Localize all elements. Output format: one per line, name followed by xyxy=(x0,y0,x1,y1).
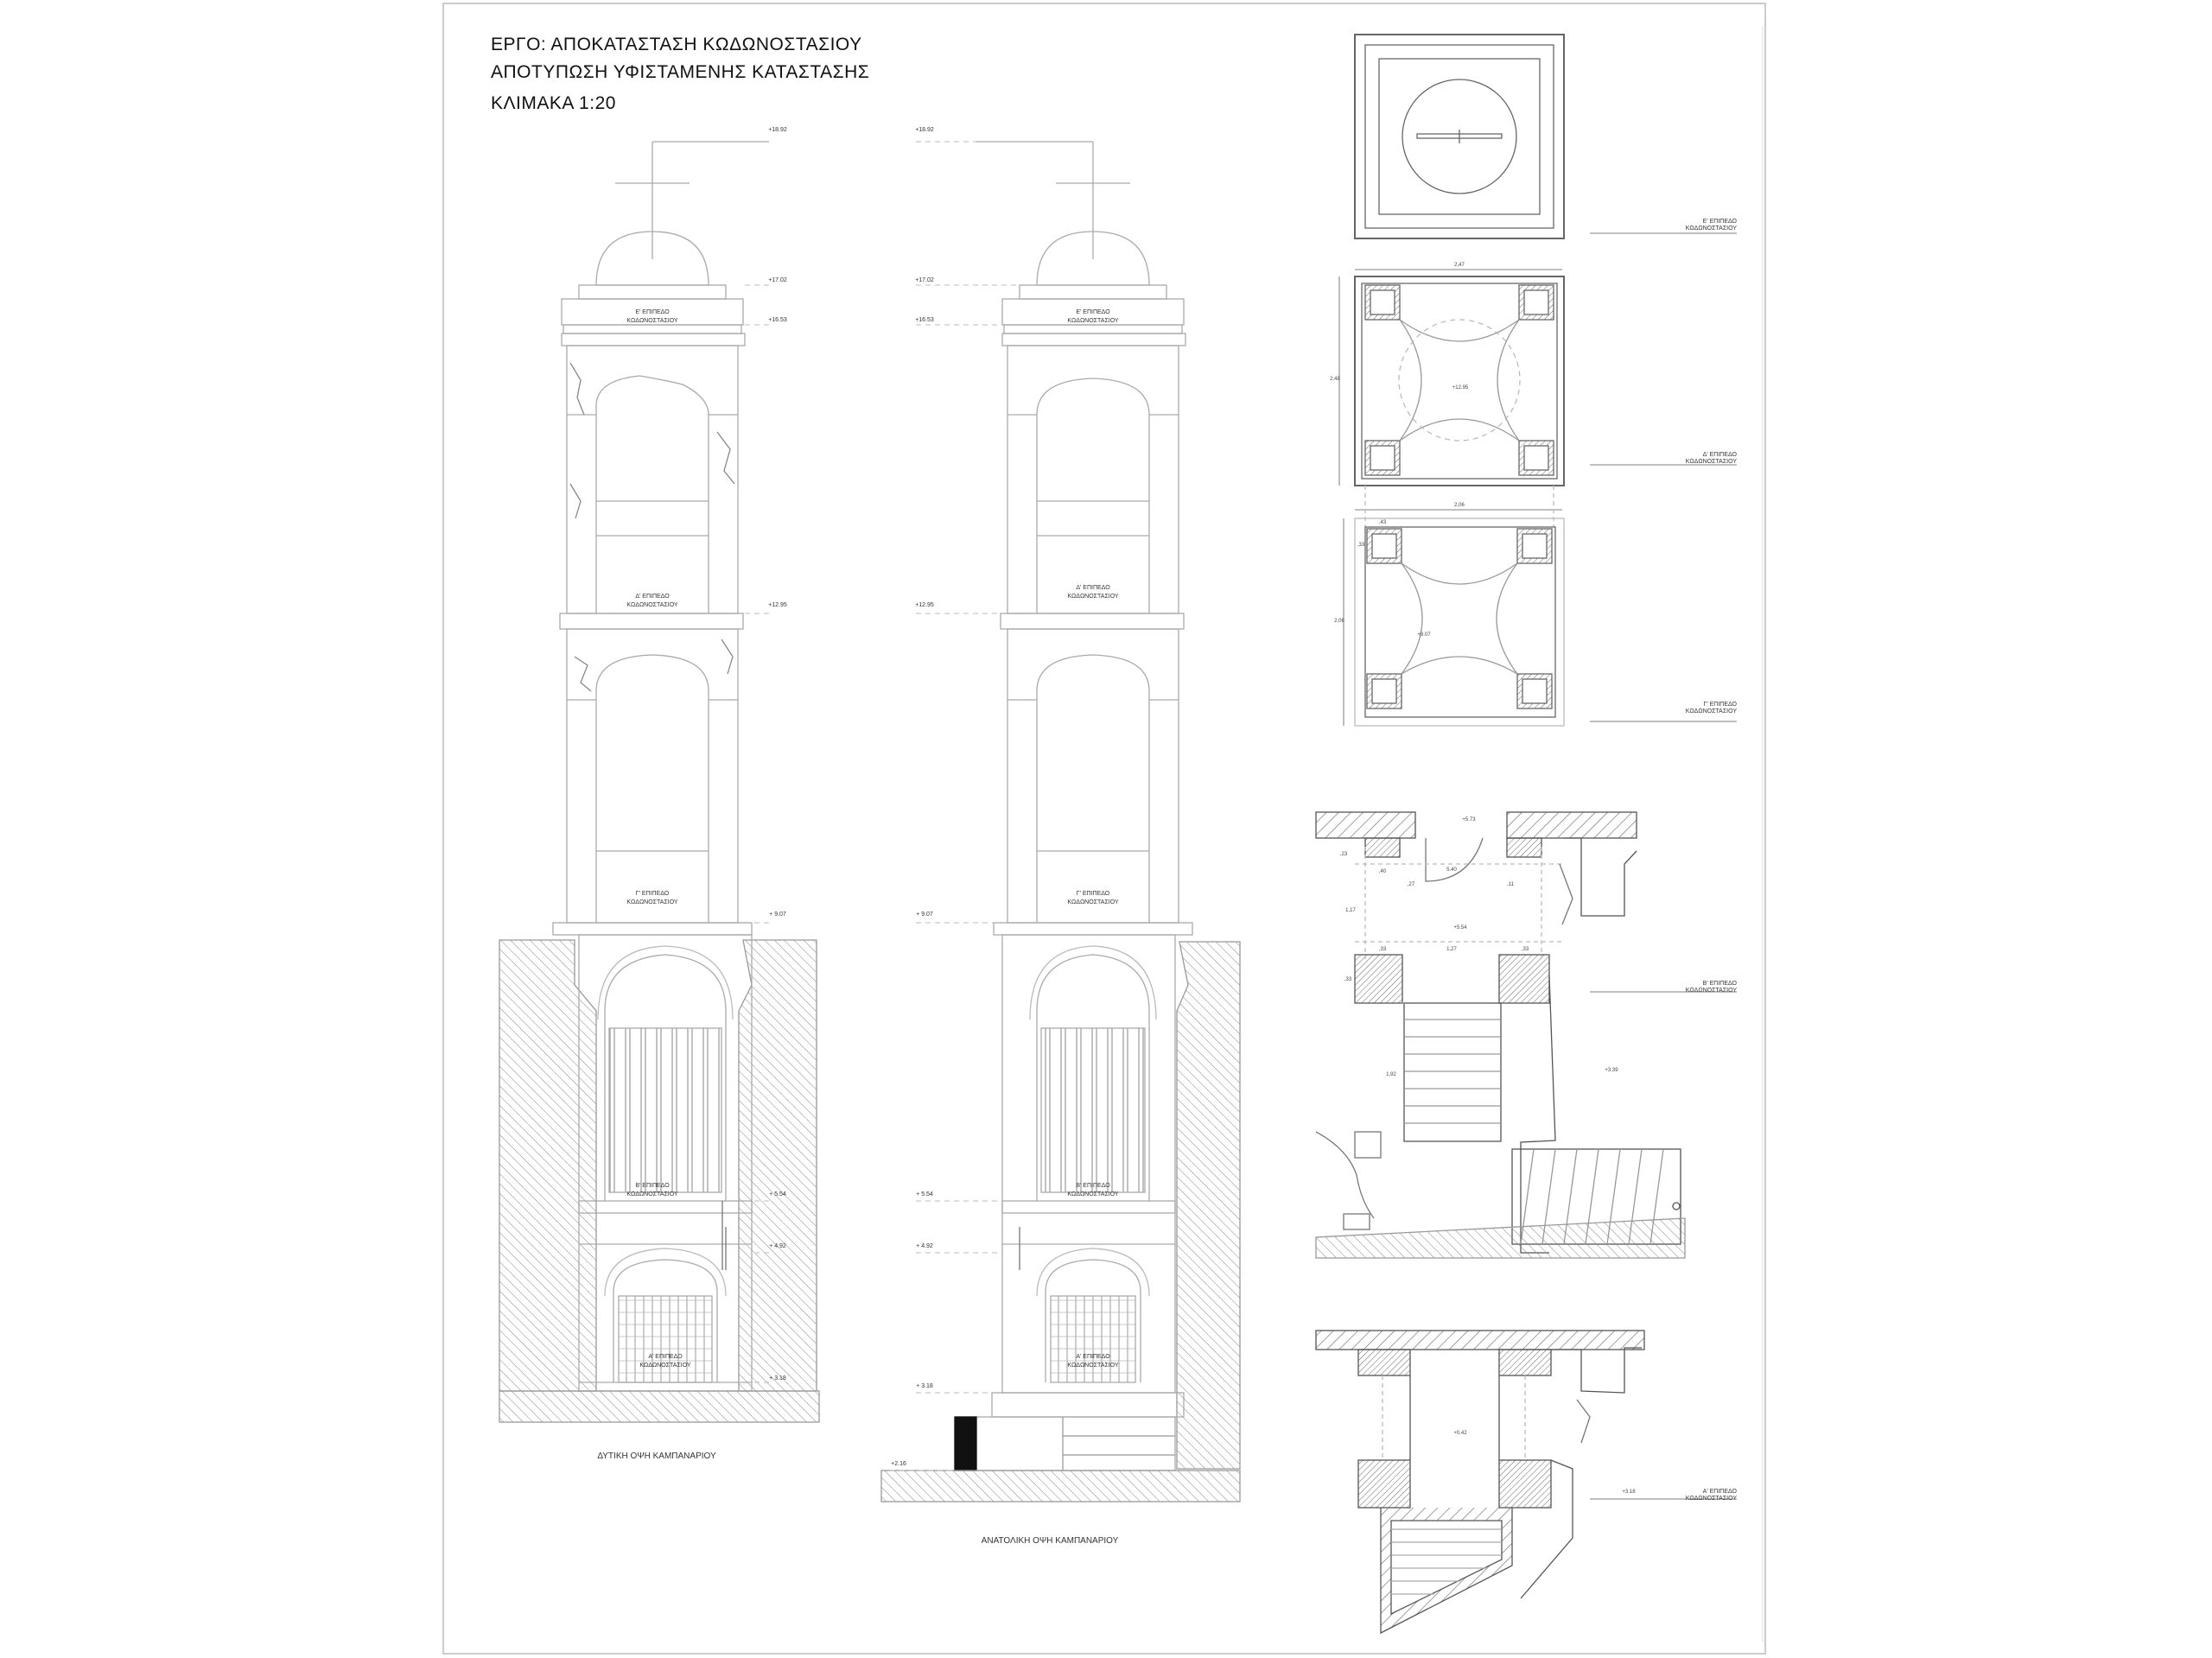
west-el-5: + 5.54 xyxy=(769,1191,786,1197)
west-el-2: +16.53 xyxy=(768,317,787,323)
west-level-g: Γ' ΕΠΙΠΕΔΟ xyxy=(635,891,670,897)
b-spot-0: +5.54 xyxy=(1453,925,1467,931)
plan-a-sub: ΚΩΔΩΝΟΣΤΑΣΙΟΥ xyxy=(1685,1496,1737,1502)
east-level-d: Δ' ΕΠΙΠΕΔΟ xyxy=(1076,585,1110,591)
plan-b-level xyxy=(1316,812,1737,1258)
east-ground-base xyxy=(881,1471,1240,1502)
west-level-a: Α' ΕΠΙΠΕΔΟ xyxy=(648,1354,683,1360)
scale-label: ΚΛΙΜΑΚΑ 1:20 xyxy=(491,93,616,113)
b-dim-4: ,11 xyxy=(1507,882,1514,887)
d-spot: +12.95 xyxy=(1452,385,1469,391)
step xyxy=(1063,1455,1175,1471)
east-level-b: Β' ΕΠΙΠΕΔΟ xyxy=(1076,1183,1110,1189)
b-dim-11: 1,92 xyxy=(1386,1072,1396,1077)
drawing-subject: ΑΠΟΤΥΠΩΣΗ ΥΦΙΣΤΑΜΕΝΗΣ ΚΑΤΑΣΤΑΣΗΣ xyxy=(491,62,870,82)
bell-grille xyxy=(609,1028,721,1192)
crack xyxy=(570,363,584,415)
west-el-7: + 3.18 xyxy=(769,1375,786,1382)
middle-storey xyxy=(567,629,738,923)
east-level-b-sub: ΚΩΔΩΝΟΣΤΑΣΙΟΥ xyxy=(1067,1191,1119,1197)
east-el-1: +17.02 xyxy=(915,277,934,283)
g-dim-h: 2,06 xyxy=(1334,619,1344,624)
plan-e-label: Ε' ΕΠΙΠΕΔΟ xyxy=(1702,219,1737,225)
east-level-e: Ε' ΕΠΙΠΕΔΟ xyxy=(1076,309,1110,315)
west-level-b-sub: ΚΩΔΩΝΟΣΤΑΣΙΟΥ xyxy=(626,1191,678,1197)
east-el-5: + 5.54 xyxy=(916,1191,933,1197)
east-elevation xyxy=(881,142,1240,1502)
plan-g-level xyxy=(1344,486,1737,726)
west-level-g-sub: ΚΩΔΩΝΟΣΤΑΣΙΟΥ xyxy=(626,899,678,905)
a-spot-1: +3.18 xyxy=(1622,1490,1636,1495)
plan-d-sub: ΚΩΔΩΝΟΣΤΑΣΙΟΥ xyxy=(1685,459,1737,465)
plan-b-label: Β' ΕΠΙΠΕΔΟ xyxy=(1702,981,1737,987)
g-spot: +9.07 xyxy=(1417,632,1431,638)
middle-arch xyxy=(596,655,709,923)
middle-cornice xyxy=(560,613,743,629)
west-el-0: +18.92 xyxy=(768,127,787,133)
east-caption: ΑΝΑΤΟΛΙΚΗ ΟΨΗ ΚΑΜΠΑΝΑΡΙΟΥ xyxy=(981,1536,1119,1546)
g-dim-col-v: ,33 xyxy=(1357,543,1365,548)
b-dim-1: ,23 xyxy=(1339,852,1348,857)
west-el-6: + 4.92 xyxy=(769,1243,786,1249)
black-block xyxy=(955,1417,976,1471)
a-spot-0: +0.42 xyxy=(1453,1431,1467,1436)
east-el-7: + 3.18 xyxy=(916,1383,933,1389)
west-ground-base xyxy=(499,1391,819,1422)
upper-storey xyxy=(567,346,738,613)
b-dim-7: ,33 xyxy=(1378,947,1387,952)
east-level-a: Α' ΕΠΙΠΕΔΟ xyxy=(1076,1354,1110,1360)
upper-storey xyxy=(1007,346,1179,613)
step xyxy=(1063,1417,1175,1436)
plan-labels xyxy=(1686,219,1738,1502)
east-level-g-sub: ΚΩΔΩΝΟΣΤΑΣΙΟΥ xyxy=(1067,899,1119,905)
steps-platform xyxy=(992,1393,1184,1417)
lower-grille xyxy=(619,1296,712,1382)
bell-grille xyxy=(1041,1028,1145,1192)
west-caption: ΔΥΤΙΚΗ ΟΨΗ ΚΑΜΠΑΝΑΡΙΟΥ xyxy=(597,1452,716,1461)
west-ground-left xyxy=(499,940,596,1391)
b-dim-0: +5.73 xyxy=(1462,817,1476,823)
west-level-a-sub: ΚΩΔΩΝΟΣΤΑΣΙΟΥ xyxy=(639,1363,691,1369)
east-el-3: +12.95 xyxy=(915,602,934,608)
d-dim-w: 2,47 xyxy=(1454,263,1465,268)
g-dim-col: ,43 xyxy=(1378,520,1387,525)
g-dim-w: 2,06 xyxy=(1454,503,1465,508)
east-level-g: Γ' ΕΠΙΠΕΔΟ xyxy=(1076,891,1110,897)
east-el-8: +2.16 xyxy=(891,1461,906,1467)
upper-arch xyxy=(596,376,709,613)
east-level-d-sub: ΚΩΔΩΝΟΣΤΑΣΙΟΥ xyxy=(1067,594,1119,600)
b-dim-5: 1,17 xyxy=(1345,908,1356,913)
east-el-2: +16.53 xyxy=(915,317,934,323)
d-dim-h: 2,48 xyxy=(1330,377,1340,382)
b-dim-8: 1,27 xyxy=(1446,947,1457,952)
b-spot-1: +3.39 xyxy=(1605,1068,1618,1073)
middle-storey xyxy=(1007,629,1179,923)
west-level-d: Δ' ΕΠΙΠΕΔΟ xyxy=(635,594,670,600)
b-dim-9: ,33 xyxy=(1521,947,1529,952)
east-ground-right xyxy=(1177,942,1240,1469)
plan-b-sub: ΚΩΔΩΝΟΣΤΑΣΙΟΥ xyxy=(1685,988,1737,994)
b-dim-3: ,27 xyxy=(1407,882,1415,887)
plan-e-level xyxy=(1355,35,1737,238)
lower-cornice xyxy=(553,923,752,935)
west-level-b: Β' ΕΠΙΠΕΔΟ xyxy=(635,1183,670,1189)
west-elevation xyxy=(499,142,819,1422)
east-level-e-sub: ΚΩΔΩΝΟΣΤΑΣΙΟΥ xyxy=(1067,318,1119,324)
west-el-3: +12.95 xyxy=(768,602,787,608)
east-level-a-sub: ΚΩΔΩΝΟΣΤΑΣΙΟΥ xyxy=(1067,1363,1119,1369)
plan-e-sub: ΚΩΔΩΝΟΣΤΑΣΙΟΥ xyxy=(1685,226,1737,232)
plan-a-label: Α' ΕΠΙΠΕΔΟ xyxy=(1702,1489,1737,1495)
plan-g-label: Γ' ΕΠΙΠΕΔΟ xyxy=(1703,702,1737,708)
upper-cornice xyxy=(579,285,726,299)
east-el-6: + 4.92 xyxy=(916,1243,933,1249)
b-dim-6: 5.40 xyxy=(1446,867,1457,873)
plan-a-level xyxy=(1316,1331,1737,1633)
west-el-4: + 9.07 xyxy=(769,912,786,918)
west-level-e-sub: ΚΩΔΩΝΟΣΤΑΣΙΟΥ xyxy=(626,318,678,324)
plan-d-label: Δ' ΕΠΙΠΕΔΟ xyxy=(1702,452,1737,458)
west-level-e: Ε' ΕΠΙΠΕΔΟ xyxy=(635,309,670,315)
east-el-4: + 9.07 xyxy=(916,912,933,918)
plan-g-sub: ΚΩΔΩΝΟΣΤΑΣΙΟΥ xyxy=(1685,708,1737,715)
project-title: ΕΡΓΟ: ΑΠΟΚΑΤΑΣΤΑΣΗ ΚΩΔΩΝΟΣΤΑΣΙΟΥ xyxy=(491,35,862,54)
stair xyxy=(1404,1003,1501,1141)
east-el-0: +18.92 xyxy=(915,127,934,133)
west-ground-right xyxy=(739,940,817,1391)
west-el-1: +17.02 xyxy=(768,277,787,283)
b-dim-10: ,33 xyxy=(1344,977,1352,982)
plan-d-level xyxy=(1339,270,1737,486)
b-dim-2: ,40 xyxy=(1378,869,1387,874)
step xyxy=(1063,1436,1175,1455)
west-level-d-sub: ΚΩΔΩΝΟΣΤΑΣΙΟΥ xyxy=(626,602,678,608)
ground-slope xyxy=(1316,1218,1685,1258)
